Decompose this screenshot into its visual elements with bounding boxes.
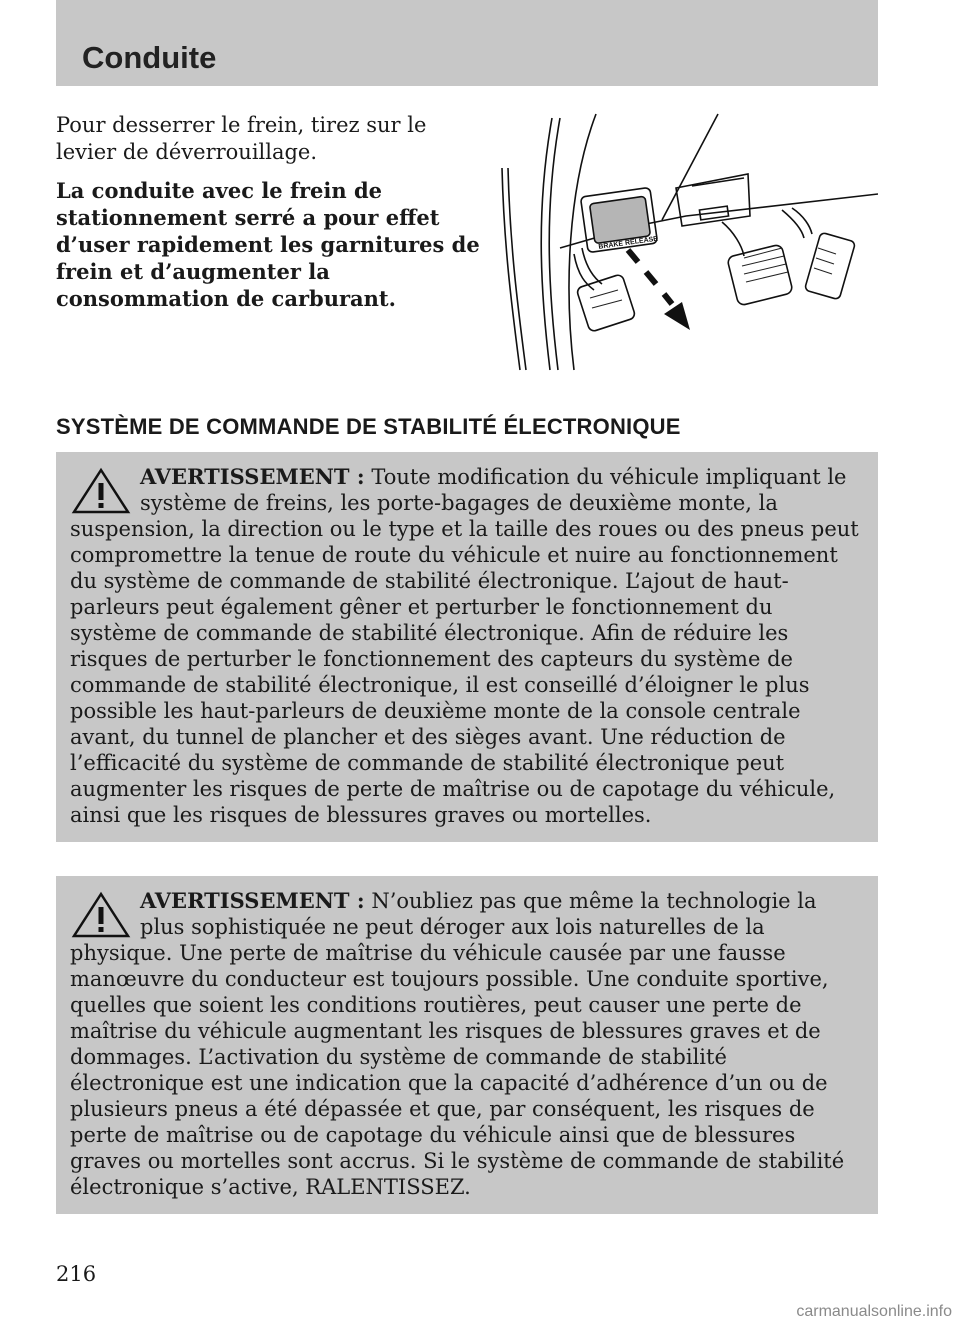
warning-triangle-icon xyxy=(70,466,132,516)
brake-release-label: BRAKE RELEASE xyxy=(598,235,659,251)
parking-brake-caution: La conduite avec le frein de stationnement serré a pour effet d’user rapidement les garnitures de frein et d’augmenter la consommation de carburant. xyxy=(56,178,480,311)
warning-text: N’oubliez pas que même la technologie la plus sophistiquée ne peut déroger aux lois naturelles de la physique. Une perte de maîtrise du véhicule causée par une fausse manœuvre du conducteur est toujours possible. Une conduite sportive, quelles que soient les conditions routières, peut causer une perte de maîtrise du véhicule augmentant les risques de blessures graves et de dommages. L’activation du système de commande de stabilité électronique est une indication que la capacité d’adhérence d’un ou de plusieurs pneus a été dépassée et que, par conséquent, les risques de perte de maîtrise ou de capotage du véhicule ainsi que de blessures graves ou mortelles sont accrus. Si le système de commande de stabilité électronique s’active, RALENTISSEZ. xyxy=(70,889,845,1199)
release-instruction: Pour desserrer le frein, tirez sur le levier de déverrouillage. xyxy=(56,113,427,164)
intro-text xyxy=(56,112,486,323)
warning-label: AVERTISSEMENT : xyxy=(140,464,365,489)
arrow-head-icon xyxy=(664,302,690,330)
warning-triangle-icon xyxy=(70,890,132,940)
pedal-diagram xyxy=(486,108,878,374)
header-bar xyxy=(56,0,878,86)
brake-release-illustration xyxy=(486,108,878,374)
page-number: 216 xyxy=(56,1262,97,1286)
warning-label: AVERTISSEMENT : xyxy=(140,888,365,913)
watermark: carmanualsonline.info xyxy=(796,1303,952,1320)
page-title: Conduite xyxy=(82,40,217,75)
section-heading: SYSTÈME DE COMMANDE DE STABILITÉ ÉLECTRONIQUE xyxy=(56,414,681,439)
warning-box xyxy=(56,876,878,1214)
warning-text: Toute modification du véhicule impliquant le système de freins, les porte-bagages de deuxième monte, la suspension, la direction ou le type et la taille des roues ou des pneus peut compromettre la tenue de route du véhicule et nuire au fonctionnement du système de commande de stabilité électronique. L’ajout de haut-parleurs peut également gêner et perturber le fonctionnement du système de commande de stabilité électronique. Afin de réduire les risques de perturber le fonctionnement des capteurs du système de commande de stabilité électronique, il est conseillé d’éloigner le plus possible les haut-parleurs de deuxième monte de la console centrale avant, du tunnel de plancher et des sièges avant. Une réduction de l’efficacité du système de commande de stabilité électronique peut augmenter les risques de perte de maîtrise ou de capotage du véhicule, ainsi que les risques de blessures graves ou mortelles. xyxy=(70,465,859,827)
warning-box xyxy=(56,452,878,842)
